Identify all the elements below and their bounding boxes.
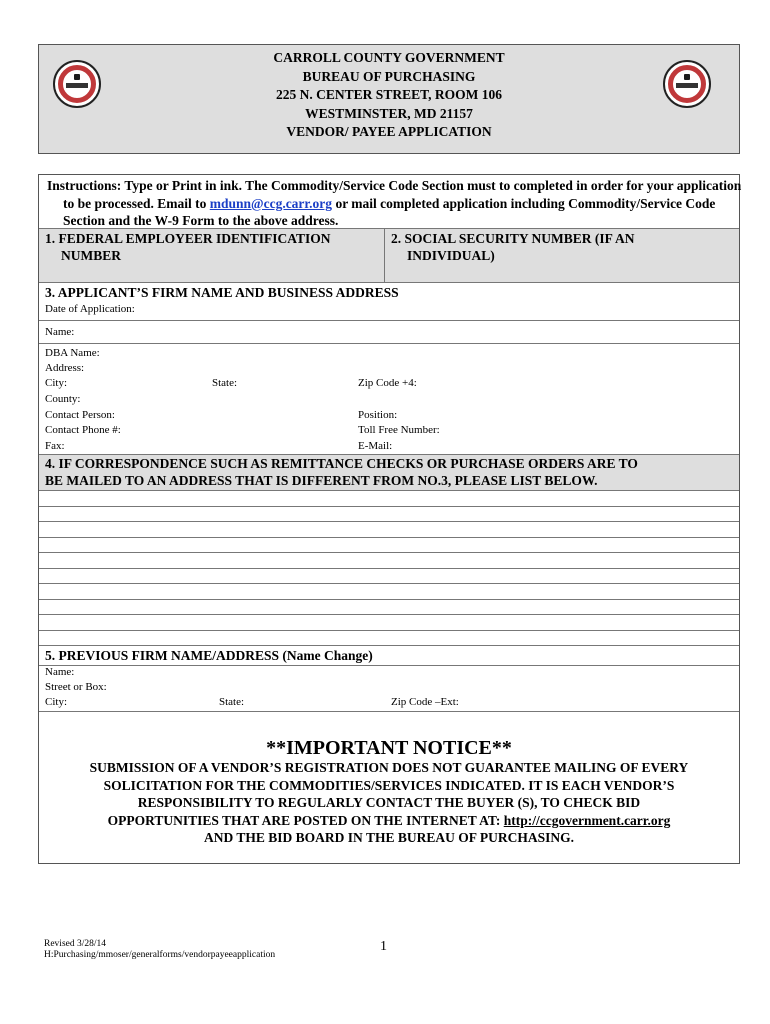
page-number: 1 bbox=[380, 939, 387, 954]
section-1-title-b: NUMBER bbox=[61, 248, 121, 263]
previous-city-label: City: bbox=[45, 696, 68, 708]
section-1-title bbox=[45, 230, 331, 264]
header-text bbox=[39, 49, 739, 142]
name-label: Name: bbox=[45, 326, 75, 338]
notice-line-4-text: OPPORTUNITIES THAT ARE POSTED ON THE INTERNET AT: bbox=[107, 812, 504, 828]
mailing-address-line-9[interactable] bbox=[39, 630, 739, 631]
divider bbox=[39, 320, 739, 321]
state-label: State: bbox=[212, 377, 238, 389]
header-line-4: WESTMINSTER, MD 21157 bbox=[305, 105, 473, 121]
mailing-address-line-4[interactable] bbox=[39, 552, 739, 553]
notice-line-5: AND THE BID BOARD IN THE BUREAU OF PURCHASING. bbox=[204, 830, 574, 845]
notice-body bbox=[53, 759, 725, 847]
section-1-title-a: 1. FEDERAL EMPLOYEER IDENTIFICATION bbox=[45, 231, 331, 246]
instructions-text-2: or mail completed application including Commodity/Service Code Section and the W-9 Form to the above address. bbox=[63, 195, 716, 228]
divider bbox=[384, 229, 385, 282]
position-label: Position: bbox=[358, 409, 398, 421]
section-4-title-line-2: BE MAILED TO AN ADDRESS THAT IS DIFFERENT FROM NO.3, PLEASE LIST BELOW. bbox=[45, 473, 598, 488]
contact-person-label: Contact Person: bbox=[45, 409, 115, 421]
zip-label: Zip Code +4: bbox=[358, 377, 417, 389]
notice-line-3: RESPONSIBILITY TO REGULARLY CONTACT THE BUYER (S), TO CHECK BID bbox=[137, 795, 641, 810]
notice-line-4 bbox=[53, 812, 725, 830]
divider bbox=[39, 645, 739, 646]
section-2-title-b: INDIVIDUAL) bbox=[407, 248, 495, 263]
header-line-5: VENDOR/ PAYEE APPLICATION bbox=[286, 124, 492, 139]
instructions bbox=[47, 177, 743, 230]
city-label: City: bbox=[45, 377, 68, 389]
header-box bbox=[38, 44, 740, 154]
section-2-title-a: 2. SOCIAL SECURITY NUMBER (IF AN bbox=[391, 231, 635, 246]
notice-title: **IMPORTANT NOTICE** bbox=[266, 737, 512, 759]
mailing-address-line-7[interactable] bbox=[39, 599, 739, 600]
previous-zip-label: Zip Code –Ext: bbox=[391, 696, 459, 708]
instructions-text-1: Instructions: Type or Print in ink. The Commodity/Service Code Section must to completed in order for your application to be processed. Email to bbox=[47, 178, 742, 211]
date-of-application-label: Date of Application: bbox=[45, 303, 135, 315]
divider bbox=[39, 343, 739, 344]
email-link[interactable]: mdunn@ccg.carr.org bbox=[209, 195, 333, 211]
header-line-1: CARROLL COUNTY GOVERNMENT bbox=[273, 50, 505, 65]
divider bbox=[39, 228, 739, 229]
toll-free-label: Toll Free Number: bbox=[358, 424, 440, 436]
previous-name-label: Name: bbox=[45, 666, 75, 678]
section-2-title bbox=[391, 230, 635, 264]
previous-state-label: State: bbox=[219, 696, 245, 708]
section-4-title-line-1: 4. IF CORRESPONDENCE SUCH AS REMITTANCE CHECKS OR PURCHASE ORDERS ARE TO bbox=[45, 456, 638, 471]
county-label: County: bbox=[45, 393, 81, 405]
divider bbox=[39, 711, 739, 712]
address-label: Address: bbox=[45, 362, 85, 374]
email-label: E-Mail: bbox=[358, 440, 393, 452]
ccgovernment-link[interactable]: http://ccgovernment.carr.org bbox=[503, 812, 671, 828]
section-5-title: 5. PREVIOUS FIRM NAME/ADDRESS (Name Change) bbox=[45, 648, 373, 663]
mailing-address-line-6[interactable] bbox=[39, 583, 739, 584]
mailing-address-line-1[interactable] bbox=[39, 506, 739, 507]
mailing-address-line-2[interactable] bbox=[39, 521, 739, 522]
mailing-address-line-3[interactable] bbox=[39, 537, 739, 538]
section-3-title: 3. APPLICANT’S FIRM NAME AND BUSINESS ADDRESS bbox=[45, 285, 399, 300]
application-form bbox=[38, 174, 740, 864]
notice-line-1: SUBMISSION OF A VENDOR’S REGISTRATION DOES NOT GUARANTEE MAILING OF EVERY bbox=[89, 760, 689, 775]
contact-phone-label: Contact Phone #: bbox=[45, 424, 121, 436]
fax-label: Fax: bbox=[45, 440, 65, 452]
mailing-address-line-8[interactable] bbox=[39, 614, 739, 615]
section-4-title bbox=[45, 455, 638, 489]
divider bbox=[39, 490, 739, 491]
dba-name-label: DBA Name: bbox=[45, 347, 100, 359]
street-label: Street or Box: bbox=[45, 681, 107, 693]
divider bbox=[39, 282, 739, 283]
notice-line-2: SOLICITATION FOR THE COMMODITIES/SERVICES INDICATED. IT IS EACH VENDOR’S bbox=[103, 777, 675, 793]
header-line-2: BUREAU OF PURCHASING bbox=[302, 68, 476, 84]
footer-revised: Revised 3/28/14 bbox=[44, 939, 107, 949]
divider bbox=[39, 665, 739, 666]
header-line-3: 225 N. CENTER STREET, ROOM 106 bbox=[276, 87, 502, 102]
mailing-address-line-5[interactable] bbox=[39, 568, 739, 569]
footer-path: H:Purchasing/mmoser/generalforms/vendorpayeeapplication bbox=[44, 950, 276, 960]
